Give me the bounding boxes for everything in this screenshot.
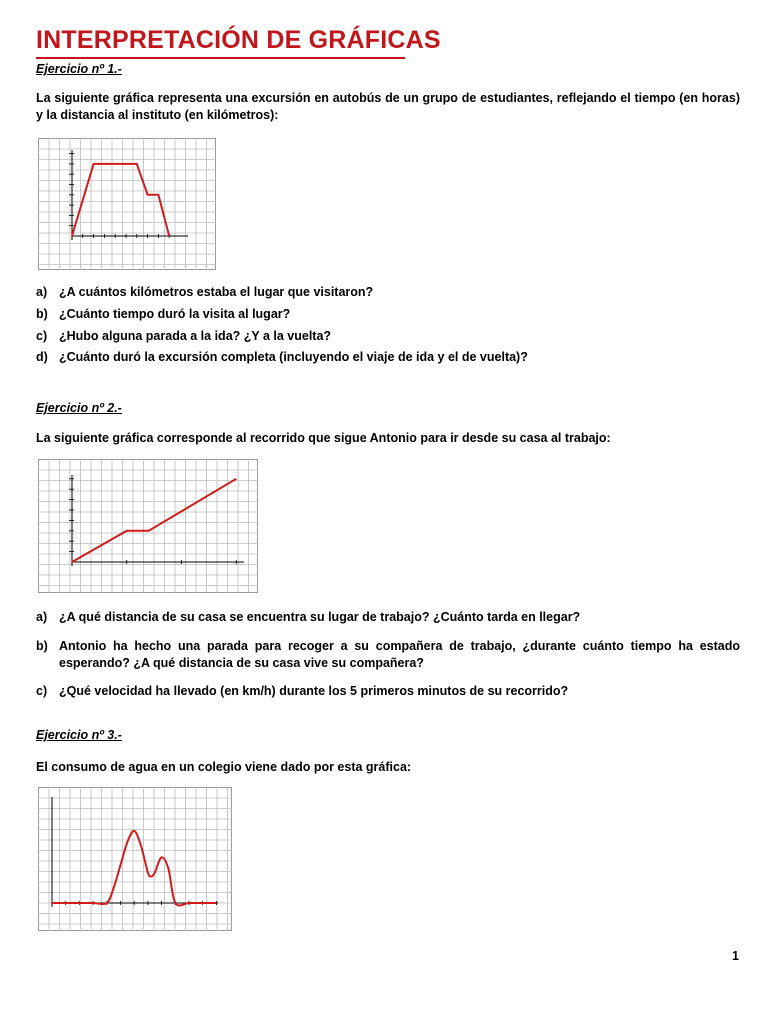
exercise-2-question-c: [36, 683, 740, 700]
title-underline: [36, 57, 405, 59]
exercise-2-question-a: [36, 609, 740, 626]
question-label: a): [36, 285, 48, 299]
page-number: 1: [732, 949, 739, 963]
exercise-2-intro: La siguiente gráfica corresponde al recorrido que sigue Antonio para ir desde su casa al trabajo:: [36, 431, 611, 445]
question-text: ¿Hubo alguna parada a la ida? ¿Y a la vuelta?: [59, 329, 332, 343]
grid-frame: [39, 460, 258, 593]
exercise-1-heading: Ejercicio nº 1.-: [36, 62, 122, 76]
exercise-3-heading: Ejercicio nº 3.-: [36, 728, 122, 742]
chart-antonio-route: [38, 459, 258, 593]
question-text: ¿Qué velocidad ha llevado (en km/h) durante los 5 primeros minutos de su recorrido?: [59, 684, 569, 698]
exercise-1-question-a: [36, 284, 740, 301]
exercise-1-question-b: [36, 306, 740, 323]
exercise-1-intro: La siguiente gráfica representa una excursión en autobús de un grupo de estudiantes, reflejando el tiempo (en horas) y la distancia al instituto (en kilómetros):: [36, 91, 740, 122]
exercise-1-question-d: [36, 349, 740, 366]
question-label: b): [36, 639, 48, 653]
exercise-2-question-b: [36, 638, 740, 672]
chart-excursion: [38, 138, 216, 270]
question-label: b): [36, 307, 48, 321]
chart-water-consumption: [38, 787, 232, 931]
question-text: ¿Cuánto duró la excursión completa (incluyendo el viaje de ida y el de vuelta)?: [59, 350, 528, 364]
exercise-3-intro: El consumo de agua en un colegio viene dado por esta gráfica:: [36, 760, 412, 774]
grid-frame: [39, 139, 216, 270]
question-label: a): [36, 610, 48, 624]
question-label: c): [36, 684, 48, 698]
question-text: ¿Cuánto tiempo duró la visita al lugar?: [59, 307, 291, 321]
question-text: ¿A qué distancia de su casa se encuentra su lugar de trabajo? ¿Cuánto tarda en llegar?: [59, 610, 581, 624]
exercise-1-question-c: [36, 328, 740, 345]
page-title: INTERPRETACIÓN DE GRÁFICAS: [36, 26, 441, 54]
exercise-2-heading: Ejercicio nº 2.-: [36, 401, 122, 415]
question-label: c): [36, 329, 48, 343]
question-text: Antonio ha hecho una parada para recoger a su compañera de trabajo, ¿durante cuánto tiempo ha estado esperando? ¿A qué distancia de su casa vive su compañera?: [59, 639, 740, 670]
grid-frame: [39, 788, 232, 931]
question-text: ¿A cuántos kilómetros estaba el lugar que visitaron?: [59, 285, 374, 299]
question-label: d): [36, 350, 48, 364]
